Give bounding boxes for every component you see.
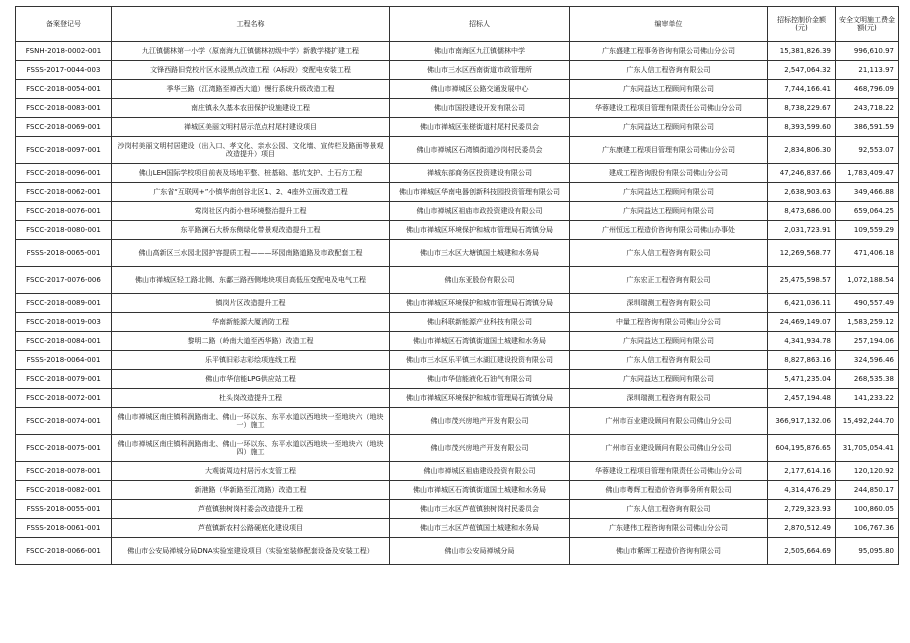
cell-project-name: 镇岗片区改造提升工程: [112, 294, 390, 313]
cell-registration-id: FSCC-2018-0072-001: [16, 389, 112, 408]
cell-project-name: 南庄镇永久基本农田保护设施建设工程: [112, 99, 390, 118]
cell-safety-fee: 349,466.88: [836, 183, 899, 202]
cell-safety-fee: 468,796.09: [836, 80, 899, 99]
cell-tenderer: 佛山市茂兴房地产开发有限公司: [390, 435, 570, 462]
cell-tenderer: 佛山市南海区九江镇儒林中学: [390, 42, 570, 61]
cell-tenderer: 佛山市禅城区祖庙市政投资建设有限公司: [390, 202, 570, 221]
cell-reviewer: 广东宏正工程咨询有限公司: [570, 267, 768, 294]
cell-safety-fee: 243,718.22: [836, 99, 899, 118]
cell-registration-id: FSCC-2018-0084-001: [16, 332, 112, 351]
cell-tenderer: 佛山市三水区大塘镇国土城建和水务局: [390, 240, 570, 267]
cell-project-name: 佛山市华信能LPG供应站工程: [112, 370, 390, 389]
cell-safety-fee: 1,783,409.47: [836, 164, 899, 183]
cell-registration-id: FSCC-2018-0076-001: [16, 202, 112, 221]
cell-reviewer: 深圳瑞测工程咨询有限公司: [570, 294, 768, 313]
cell-project-name: 黎明二路（岭南大道至西华路）改造工程: [112, 332, 390, 351]
cell-reviewer: 佛山市粤辉工程造价咨询事务所有限公司: [570, 481, 768, 500]
cell-reviewer: 广东人信工程咨询有限公司: [570, 61, 768, 80]
cell-tenderer: 佛山东亚股份有限公司: [390, 267, 570, 294]
cell-project-name: 佛山LEH国际学校项目前表及场地平整、桩基础、基坑支护、土石方工程: [112, 164, 390, 183]
cell-reviewer: 广东同益达工程顾问有限公司: [570, 80, 768, 99]
cell-safety-fee: 1,583,259.12: [836, 313, 899, 332]
cell-registration-id: FSSS-2018-0065-001: [16, 240, 112, 267]
cell-safety-fee: 324,596.46: [836, 351, 899, 370]
table-row: [16, 408, 899, 435]
table-row: [16, 332, 899, 351]
cell-reviewer: 建成工程咨询股份有限公司佛山分公司: [570, 164, 768, 183]
cell-registration-id: FSCC-2018-0083-001: [16, 99, 112, 118]
cell-control-price: 4,314,476.29: [768, 481, 836, 500]
table-row: [16, 370, 899, 389]
cell-safety-fee: 109,559.29: [836, 221, 899, 240]
cell-safety-fee: 92,553.07: [836, 137, 899, 164]
cell-reviewer: 广东同益达工程顾问有限公司: [570, 370, 768, 389]
table-row: [16, 164, 899, 183]
cell-safety-fee: 141,233.22: [836, 389, 899, 408]
cell-safety-fee: 1,072,188.54: [836, 267, 899, 294]
cell-control-price: 4,341,934.78: [768, 332, 836, 351]
cell-project-name: 大观街周边村居污水支管工程: [112, 462, 390, 481]
cell-reviewer: 广东建伟工程咨询有限公司佛山分公司: [570, 519, 768, 538]
cell-registration-id: FSCC-2018-0089-001: [16, 294, 112, 313]
table-row: [16, 137, 899, 164]
cell-tenderer: 佛山市三水区芦苞镇独树岗村民委员会: [390, 500, 570, 519]
cell-project-name: 禅城区美丽文明村居示范点村尾村建设项目: [112, 118, 390, 137]
cell-control-price: 8,393,599.60: [768, 118, 836, 137]
cell-control-price: 2,638,903.63: [768, 183, 836, 202]
table-row: [16, 42, 899, 61]
cell-tenderer: 佛山市国投建设开发有限公司: [390, 99, 570, 118]
cell-reviewer: 佛山市紫晖工程造价咨询有限公司: [570, 538, 768, 565]
cell-safety-fee: 659,064.25: [836, 202, 899, 221]
cell-safety-fee: 471,406.18: [836, 240, 899, 267]
table-row: [16, 99, 899, 118]
table-row: [16, 435, 899, 462]
cell-project-name: 佛山市禅城区轻工路北侧、东鄱三路西侧地块项目高低压变配电及电气工程: [112, 267, 390, 294]
header-owner: 招标人: [390, 7, 570, 42]
cell-registration-id: FSCC-2018-0019-003: [16, 313, 112, 332]
cell-tenderer: 佛山市禅城区石湾镇街道国土城建和水务局: [390, 332, 570, 351]
cell-reviewer: 广东盛建工程事务咨询有限公司佛山分公司: [570, 42, 768, 61]
cell-registration-id: FSSS-2018-0061-001: [16, 519, 112, 538]
cell-control-price: 8,473,686.00: [768, 202, 836, 221]
header-safety-fee: 安全文明施工费金额(元): [836, 7, 899, 42]
table-row: [16, 118, 899, 137]
cell-tenderer: 佛山市三水区芦苞镇国土城建和水务局: [390, 519, 570, 538]
cell-safety-fee: 106,767.36: [836, 519, 899, 538]
table-row: [16, 294, 899, 313]
cell-control-price: 7,744,166.41: [768, 80, 836, 99]
table-row: [16, 61, 899, 80]
table-row: [16, 351, 899, 370]
table-row: [16, 313, 899, 332]
cell-reviewer: 广东康建工程项目管理有限公司佛山分公司: [570, 137, 768, 164]
cell-tenderer: 佛山市三水区乐平镇三水湖江建设投资有限公司: [390, 351, 570, 370]
cell-reviewer: 广东同益达工程顾问有限公司: [570, 332, 768, 351]
cell-project-name: 文锋西路旧党校片区水浸黑点改造工程（A标段）变配电安装工程: [112, 61, 390, 80]
table-row: [16, 183, 899, 202]
cell-tenderer: 禅城东部商务区投资建设有限公司: [390, 164, 570, 183]
cell-registration-id: FSCC-2018-0075-001: [16, 435, 112, 462]
cell-control-price: 25,475,598.57: [768, 267, 836, 294]
cell-tenderer: 佛山市禅城区环境保护和城市管理局石湾镇分局: [390, 389, 570, 408]
cell-reviewer: 华蓉建设工程项目管理有限责任公司佛山分公司: [570, 462, 768, 481]
cell-project-name: 新港路（华新路至江湾路）改造工程: [112, 481, 390, 500]
cell-registration-id: FSSS-2017-0044-003: [16, 61, 112, 80]
cell-control-price: 2,177,614.16: [768, 462, 836, 481]
cell-reviewer: 广州市百业建设顾问有限公司佛山分公司: [570, 435, 768, 462]
cell-safety-fee: 244,850.17: [836, 481, 899, 500]
cell-reviewer: 深圳瑞测工程咨询有限公司: [570, 389, 768, 408]
header-agent: 编审单位: [570, 7, 768, 42]
cell-registration-id: FSCC-2018-0078-001: [16, 462, 112, 481]
table-header-row: [16, 7, 899, 42]
cell-registration-id: FSCC-2018-0097-001: [16, 137, 112, 164]
cell-safety-fee: 257,194.06: [836, 332, 899, 351]
cell-reviewer: 广东人信工程咨询有限公司: [570, 351, 768, 370]
cell-registration-id: FSCC-2018-0066-001: [16, 538, 112, 565]
cell-tenderer: 佛山市禅城区祖庙建设投资有限公司: [390, 462, 570, 481]
cell-project-name: 东平路澜石大桥东侧绿化带景观改造提升工程: [112, 221, 390, 240]
cell-registration-id: FSNH-2018-0002-001: [16, 42, 112, 61]
cell-safety-fee: 31,705,054.41: [836, 435, 899, 462]
cell-control-price: 2,729,323.93: [768, 500, 836, 519]
table-row: [16, 519, 899, 538]
table-row: [16, 240, 899, 267]
cell-tenderer: 佛山市禅城区张槎街道村尾村民委员会: [390, 118, 570, 137]
cell-reviewer: 广州市百业建设顾问有限公司佛山分公司: [570, 408, 768, 435]
table-row: [16, 202, 899, 221]
cell-safety-fee: 100,860.05: [836, 500, 899, 519]
cell-tenderer: 佛山市禅城区石湾镇街道国土城建和水务局: [390, 481, 570, 500]
cell-tenderer: 佛山市华信能液化石油气有限公司: [390, 370, 570, 389]
header-ctrl-price: 招标控制价金额(元): [768, 7, 836, 42]
cell-control-price: 2,870,512.49: [768, 519, 836, 538]
table-body: [16, 42, 899, 565]
table-row: [16, 80, 899, 99]
table-row: [16, 389, 899, 408]
cell-registration-id: FSCC-2018-0069-001: [16, 118, 112, 137]
cell-project-name: 莺岗社区内街小巷环境整治提升工程: [112, 202, 390, 221]
cell-tenderer: 佛山市茂兴房地产开发有限公司: [390, 408, 570, 435]
cell-project-name: 沙岗村美丽文明村居建设（出入口、孝文化、亲水公园、文化墙、宣传栏及路面等景观改造提升）项目: [112, 137, 390, 164]
cell-safety-fee: 95,095.80: [836, 538, 899, 565]
cell-registration-id: FSCC-2018-0074-001: [16, 408, 112, 435]
cell-control-price: 47,246,837.66: [768, 164, 836, 183]
cell-control-price: 2,547,064.32: [768, 61, 836, 80]
cell-registration-id: FSCC-2018-0080-001: [16, 221, 112, 240]
cell-project-name: 华南新能源大厦消防工程: [112, 313, 390, 332]
cell-project-name: 佛山高新区三水园北园护容提质工程———环园南路道路及市政配套工程: [112, 240, 390, 267]
cell-project-name: 芦苞镇新农村公路硬底化建设项目: [112, 519, 390, 538]
cell-project-name: 广东省“互联网+”小镇华南创谷北区1、2、4座外立面改造工程: [112, 183, 390, 202]
cell-control-price: 2,031,723.91: [768, 221, 836, 240]
cell-control-price: 6,421,036.11: [768, 294, 836, 313]
cell-control-price: 8,738,229.67: [768, 99, 836, 118]
cell-reviewer: 广东同益达工程顾问有限公司: [570, 202, 768, 221]
cell-registration-id: FSSS-2018-0064-001: [16, 351, 112, 370]
cell-control-price: 15,381,826.39: [768, 42, 836, 61]
cell-safety-fee: 996,610.97: [836, 42, 899, 61]
cell-project-name: 佛山市公安局禅城分局DNA实验室建设项目（实验室装修配套设备及安装工程）: [112, 538, 390, 565]
cell-tenderer: 佛山市禅城区公路交通发展中心: [390, 80, 570, 99]
cell-registration-id: FSCC-2018-0096-001: [16, 164, 112, 183]
cell-project-name: 九江镇儒林第一小学（原南海九江镇儒林初级中学）新教学楼扩建工程: [112, 42, 390, 61]
cell-project-name: 芦苞镇独树岗村委会改造提升工程: [112, 500, 390, 519]
cell-reviewer: 广州恒远工程造价咨询有限公司佛山办事处: [570, 221, 768, 240]
cell-reviewer: 中量工程咨询有限公司佛山分公司: [570, 313, 768, 332]
cell-project-name: 杜头岗改造提升工程: [112, 389, 390, 408]
table-row: [16, 538, 899, 565]
cell-control-price: 2,505,664.69: [768, 538, 836, 565]
cell-control-price: 366,917,132.06: [768, 408, 836, 435]
table-row: [16, 500, 899, 519]
cell-control-price: 8,827,863.16: [768, 351, 836, 370]
cell-tenderer: 佛山市禅城区环境保护和城市管理局石湾镇分局: [390, 294, 570, 313]
project-registry-sheet: [15, 6, 898, 565]
cell-tenderer: 佛山市公安局禅城分局: [390, 538, 570, 565]
table-row: [16, 267, 899, 294]
cell-registration-id: FSCC-2018-0062-001: [16, 183, 112, 202]
table-row: [16, 462, 899, 481]
cell-reviewer: 华蓉建设工程项目管理有限责任公司佛山分公司: [570, 99, 768, 118]
cell-tenderer: 佛山市禅城区华南电器创新科技园投资管理有限公司: [390, 183, 570, 202]
cell-safety-fee: 386,591.59: [836, 118, 899, 137]
cell-registration-id: FSCC-2017-0076-006: [16, 267, 112, 294]
cell-project-name: 季华三路（江湾路至禅西大道）慢行系统升级改造工程: [112, 80, 390, 99]
cell-registration-id: FSCC-2018-0054-001: [16, 80, 112, 99]
cell-project-name: 佛山市禅城区南庄镇科润路南北、佛山一环以东、东平水道以西地块一至地块六（地块四）施工: [112, 435, 390, 462]
cell-control-price: 2,457,194.48: [768, 389, 836, 408]
cell-safety-fee: 15,492,244.70: [836, 408, 899, 435]
cell-safety-fee: 21,113.97: [836, 61, 899, 80]
table-row: [16, 221, 899, 240]
cell-tenderer: 佛山市禅城区石湾镇街道沙岗村民委员会: [390, 137, 570, 164]
cell-control-price: 604,195,876.65: [768, 435, 836, 462]
cell-reviewer: 广东人信工程咨询有限公司: [570, 240, 768, 267]
header-id: 备案登记号: [16, 7, 112, 42]
cell-registration-id: FSCC-2018-0079-001: [16, 370, 112, 389]
cell-tenderer: 佛山科联新能源产业科技有限公司: [390, 313, 570, 332]
cell-safety-fee: 120,120.92: [836, 462, 899, 481]
cell-control-price: 12,269,568.77: [768, 240, 836, 267]
cell-control-price: 2,834,806.30: [768, 137, 836, 164]
cell-safety-fee: 490,557.49: [836, 294, 899, 313]
cell-tenderer: 佛山市三水区西南街道市政管理所: [390, 61, 570, 80]
cell-project-name: 乐平镇旧彩志彩绘项连线工程: [112, 351, 390, 370]
header-name: 工程名称: [112, 7, 390, 42]
cell-reviewer: 广东人信工程咨询有限公司: [570, 500, 768, 519]
project-table: [15, 6, 899, 565]
cell-reviewer: 广东同益达工程顾问有限公司: [570, 118, 768, 137]
table-row: [16, 481, 899, 500]
cell-registration-id: FSCC-2018-0082-001: [16, 481, 112, 500]
cell-registration-id: FSSS-2018-0055-001: [16, 500, 112, 519]
cell-reviewer: 广东同益达工程顾问有限公司: [570, 183, 768, 202]
cell-project-name: 佛山市禅城区南庄镇科润路南北、佛山一环以东、东平水道以西地块一至地块六（地块一）施工: [112, 408, 390, 435]
cell-control-price: 5,471,235.04: [768, 370, 836, 389]
cell-tenderer: 佛山市禅城区环境保护和城市管理局石湾镇分局: [390, 221, 570, 240]
cell-control-price: 24,469,149.07: [768, 313, 836, 332]
cell-safety-fee: 268,535.38: [836, 370, 899, 389]
